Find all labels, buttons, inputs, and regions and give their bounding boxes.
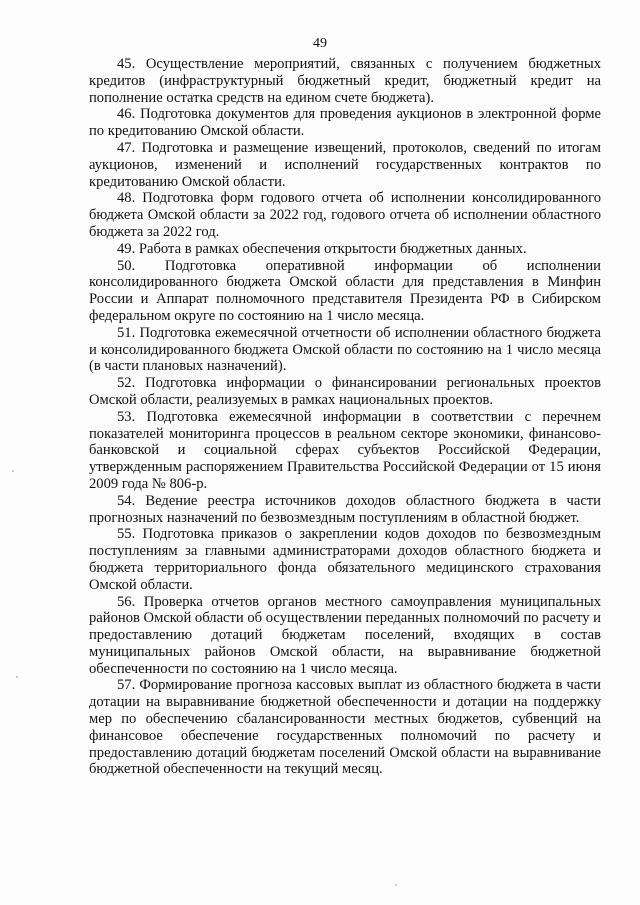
page-number: 49 [313,36,327,51]
paragraph-50: 50. Подготовка оперативной информации об исполнении консолидированного бюджета Омской области для представления в Минфин России и Аппарат полномочного представителя Президента РФ в Сибирском федеральном округе по состоянию на 1 число месяца. [89,257,601,324]
paragraph-52: 52. Подготовка информации о финансировании региональных проектов Омской области, реализуемых в рамках национальных проектов. [89,375,601,408]
paragraph-45: 45. Осуществление мероприятий, связанных с получением бюджетных кредитов (инфраструктурный бюджетный кредит, бюджетный кредит на пополнение остатка средств на едином счете бюджета). [89,56,601,106]
scan-speck [395,884,397,886]
document-body [89,56,601,778]
paragraph-57: 57. Формирование прогноза кассовых выплат из областного бюджета в части дотации на выравнивание бюджетной обеспеченности и дотации на поддержку мер по обеспечению сбалансированности местных бюджетов, субвенций на финансовое обеспечение государственных полномочий по расчету и предоставлению дотаций бюджетам поселений Омской области на выравнивание бюджетной обеспеченности на текущий месяц. [89,677,601,778]
paragraph-55: 55. Подготовка приказов о закреплении кодов доходов по безвозмездным поступлениям за главными администраторами доходов областного бюджета и бюджета территориального фонда обязательного медицинского страхования Омской области. [89,526,601,593]
paragraph-54: 54. Ведение реестра источников доходов областного бюджета в части прогнозных назначений по безвозмездным поступлениям в областной бюджет. [89,492,601,526]
paragraph-56: 56. Проверка отчетов органов местного самоуправления муниципальных районов Омской области об осуществлении переданных полномочий по расчету и предоставлению дотаций бюджетам поселений, входящих в состав муниципальных районов Омской области, на выравнивание бюджетной обеспеченности по состоянию на 1 число месяца. [89,593,601,677]
scan-speck [12,470,14,472]
paragraph-47: 47. Подготовка и размещение извещений, протоколов, сведений по итогам аукционов, изменений и исполнений государственных контрактов по кредитованию Омской области. [89,139,601,190]
paragraph-49: 49. Работа в рамках обеспечения открытости бюджетных данных. [117,240,527,257]
paragraph-46: 46. Подготовка документов для проведения аукционов в электронной форме по кредитованию Омской области. [89,106,601,140]
paragraph-48: 48. Подготовка форм годового отчета об исполнении консолидированного бюджета Омской области за 2022 год, годового отчета об исполнении областного бюджета за 2022 год. [89,190,601,240]
paragraph-51: 51. Подготовка ежемесячной отчетности об исполнении областного бюджета и консолидированного бюджета Омской области по состоянию на 1 число месяца (в части плановых назначений). [89,324,601,375]
scan-speck [16,676,18,678]
paragraph-53: 53. Подготовка ежемесячной информации в соответствии с перечнем показателей мониторинга процессов в реальном секторе экономики, финансово-банковской и социальной сферах субъектов Российской Федерации, утвержденным распоряжением Правительства Российской Федерации от 15 июня 2009 года № 806-р. [89,408,601,492]
